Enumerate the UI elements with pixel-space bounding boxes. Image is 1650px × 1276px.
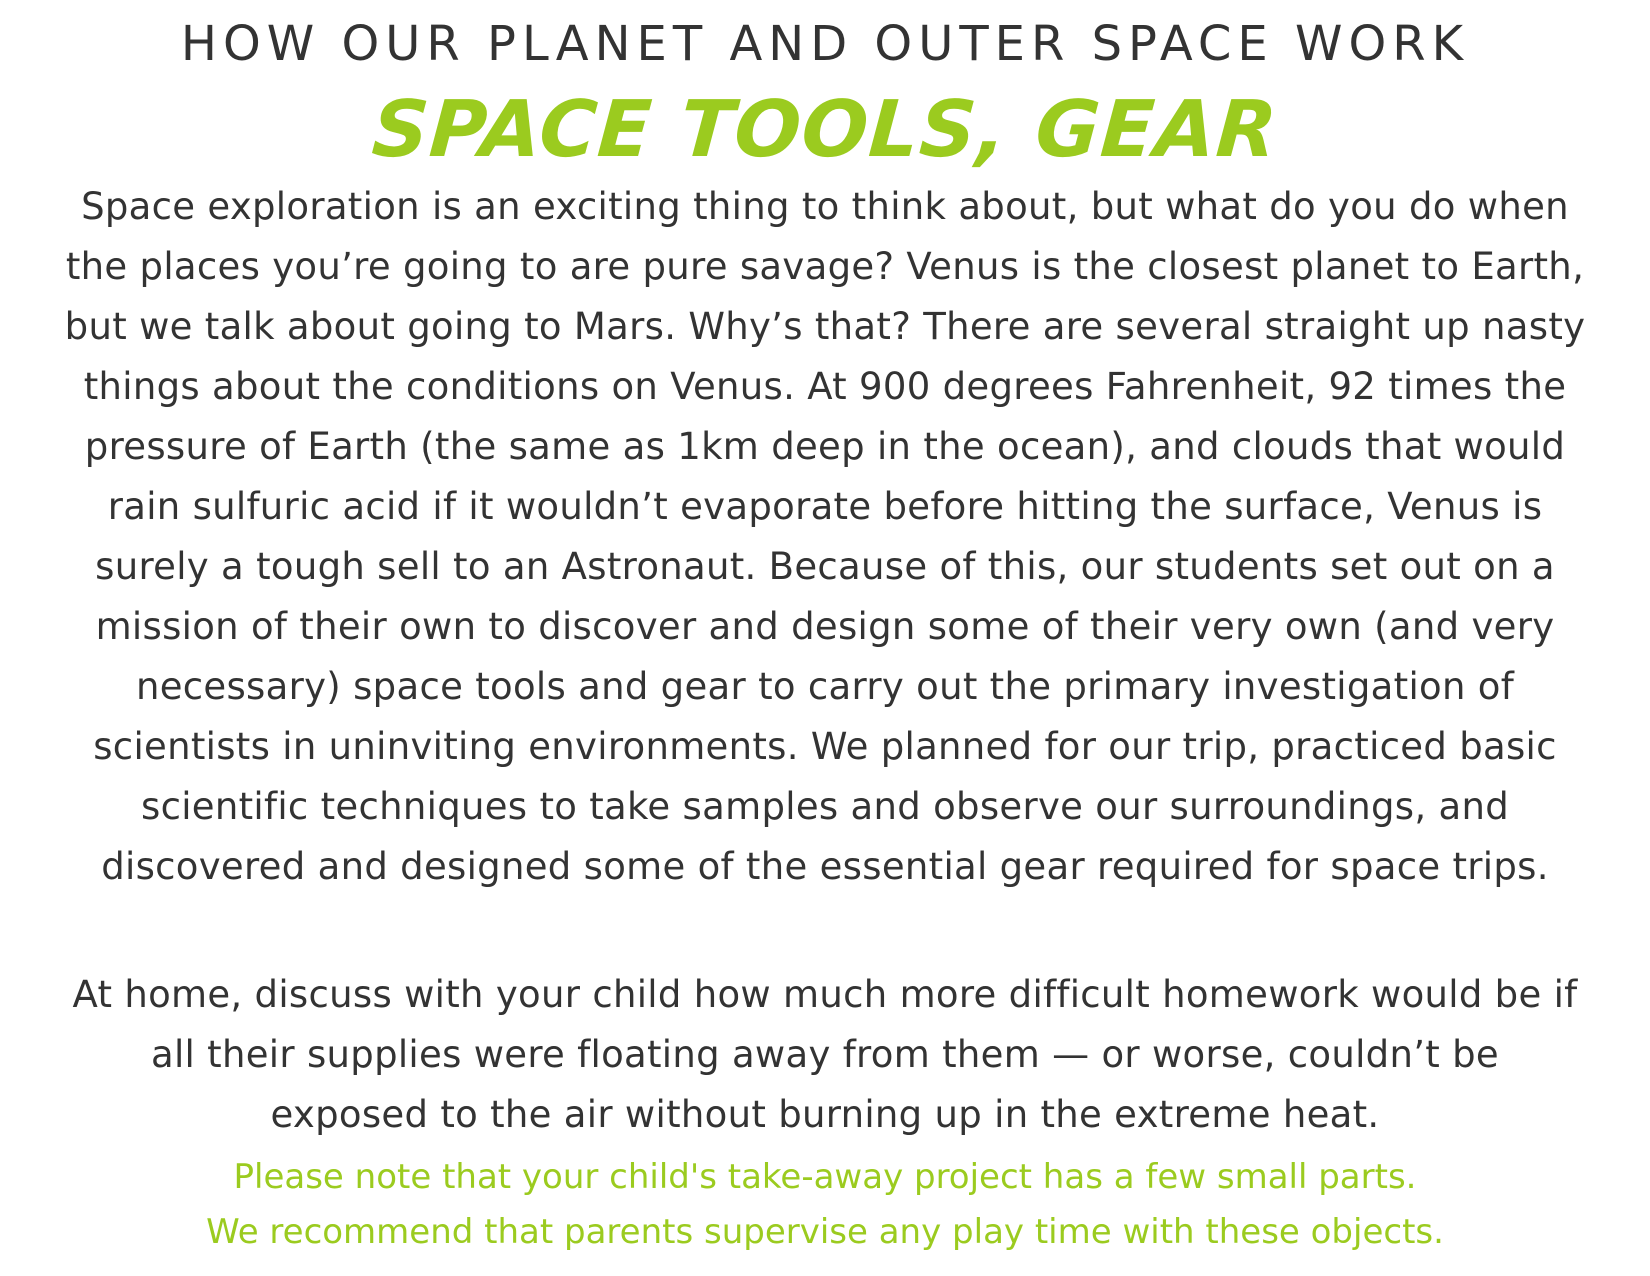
intro-line: but we talk about going to Mars. Why’s that? There are several straight up nasty: [64, 305, 1586, 348]
intro-line: mission of their own to discover and design some of their very own (and very: [95, 605, 1555, 648]
intro-line: discovered and designed some of the essential gear required for space trips.: [101, 845, 1549, 888]
intro-line: the places you’re going to are pure savage? Venus is the closest planet to Earth,: [65, 245, 1585, 288]
intro-line: things about the conditions on Venus. At 900 degrees Fahrenheit, 92 times the: [83, 365, 1567, 408]
intro-line: necessary) space tools and gear to carry out the primary investigation of: [135, 665, 1515, 708]
intro-line: Space exploration is an exciting thing to think about, but what do you do when: [81, 185, 1569, 228]
home-line: all their supplies were floating away from them — or worse, couldn’t be: [150, 1033, 1499, 1076]
small-parts-note: Please note that your child's take-away project has a few small parts.: [233, 1157, 1417, 1197]
supertitle: HOW OUR PLANET AND OUTER SPACE WORK: [180, 16, 1470, 72]
page-title: SPACE TOOLS, GEAR: [369, 85, 1281, 175]
intro-line: pressure of Earth (the same as 1km deep in the ocean), and clouds that would: [84, 425, 1566, 468]
intro-line: scientific techniques to take samples and observe our surroundings, and: [141, 785, 1509, 828]
intro-line: surely a tough sell to an Astronaut. Because of this, our students set out on a: [95, 545, 1555, 588]
home-paragraph: [10, 965, 1640, 1145]
supervision-note: We recommend that parents supervise any play time with these objects.: [206, 1212, 1444, 1252]
home-line: At home, discuss with your child how much more difficult homework would be if: [72, 973, 1578, 1016]
intro-line: rain sulfuric acid if it wouldn’t evaporate before hitting the surface, Venus is: [107, 485, 1543, 528]
intro-paragraph: [10, 177, 1640, 897]
home-line: exposed to the air without burning up in the extreme heat.: [270, 1093, 1380, 1136]
intro-line: scientists in uninviting environments. We planned for our trip, practiced basic: [93, 725, 1557, 768]
